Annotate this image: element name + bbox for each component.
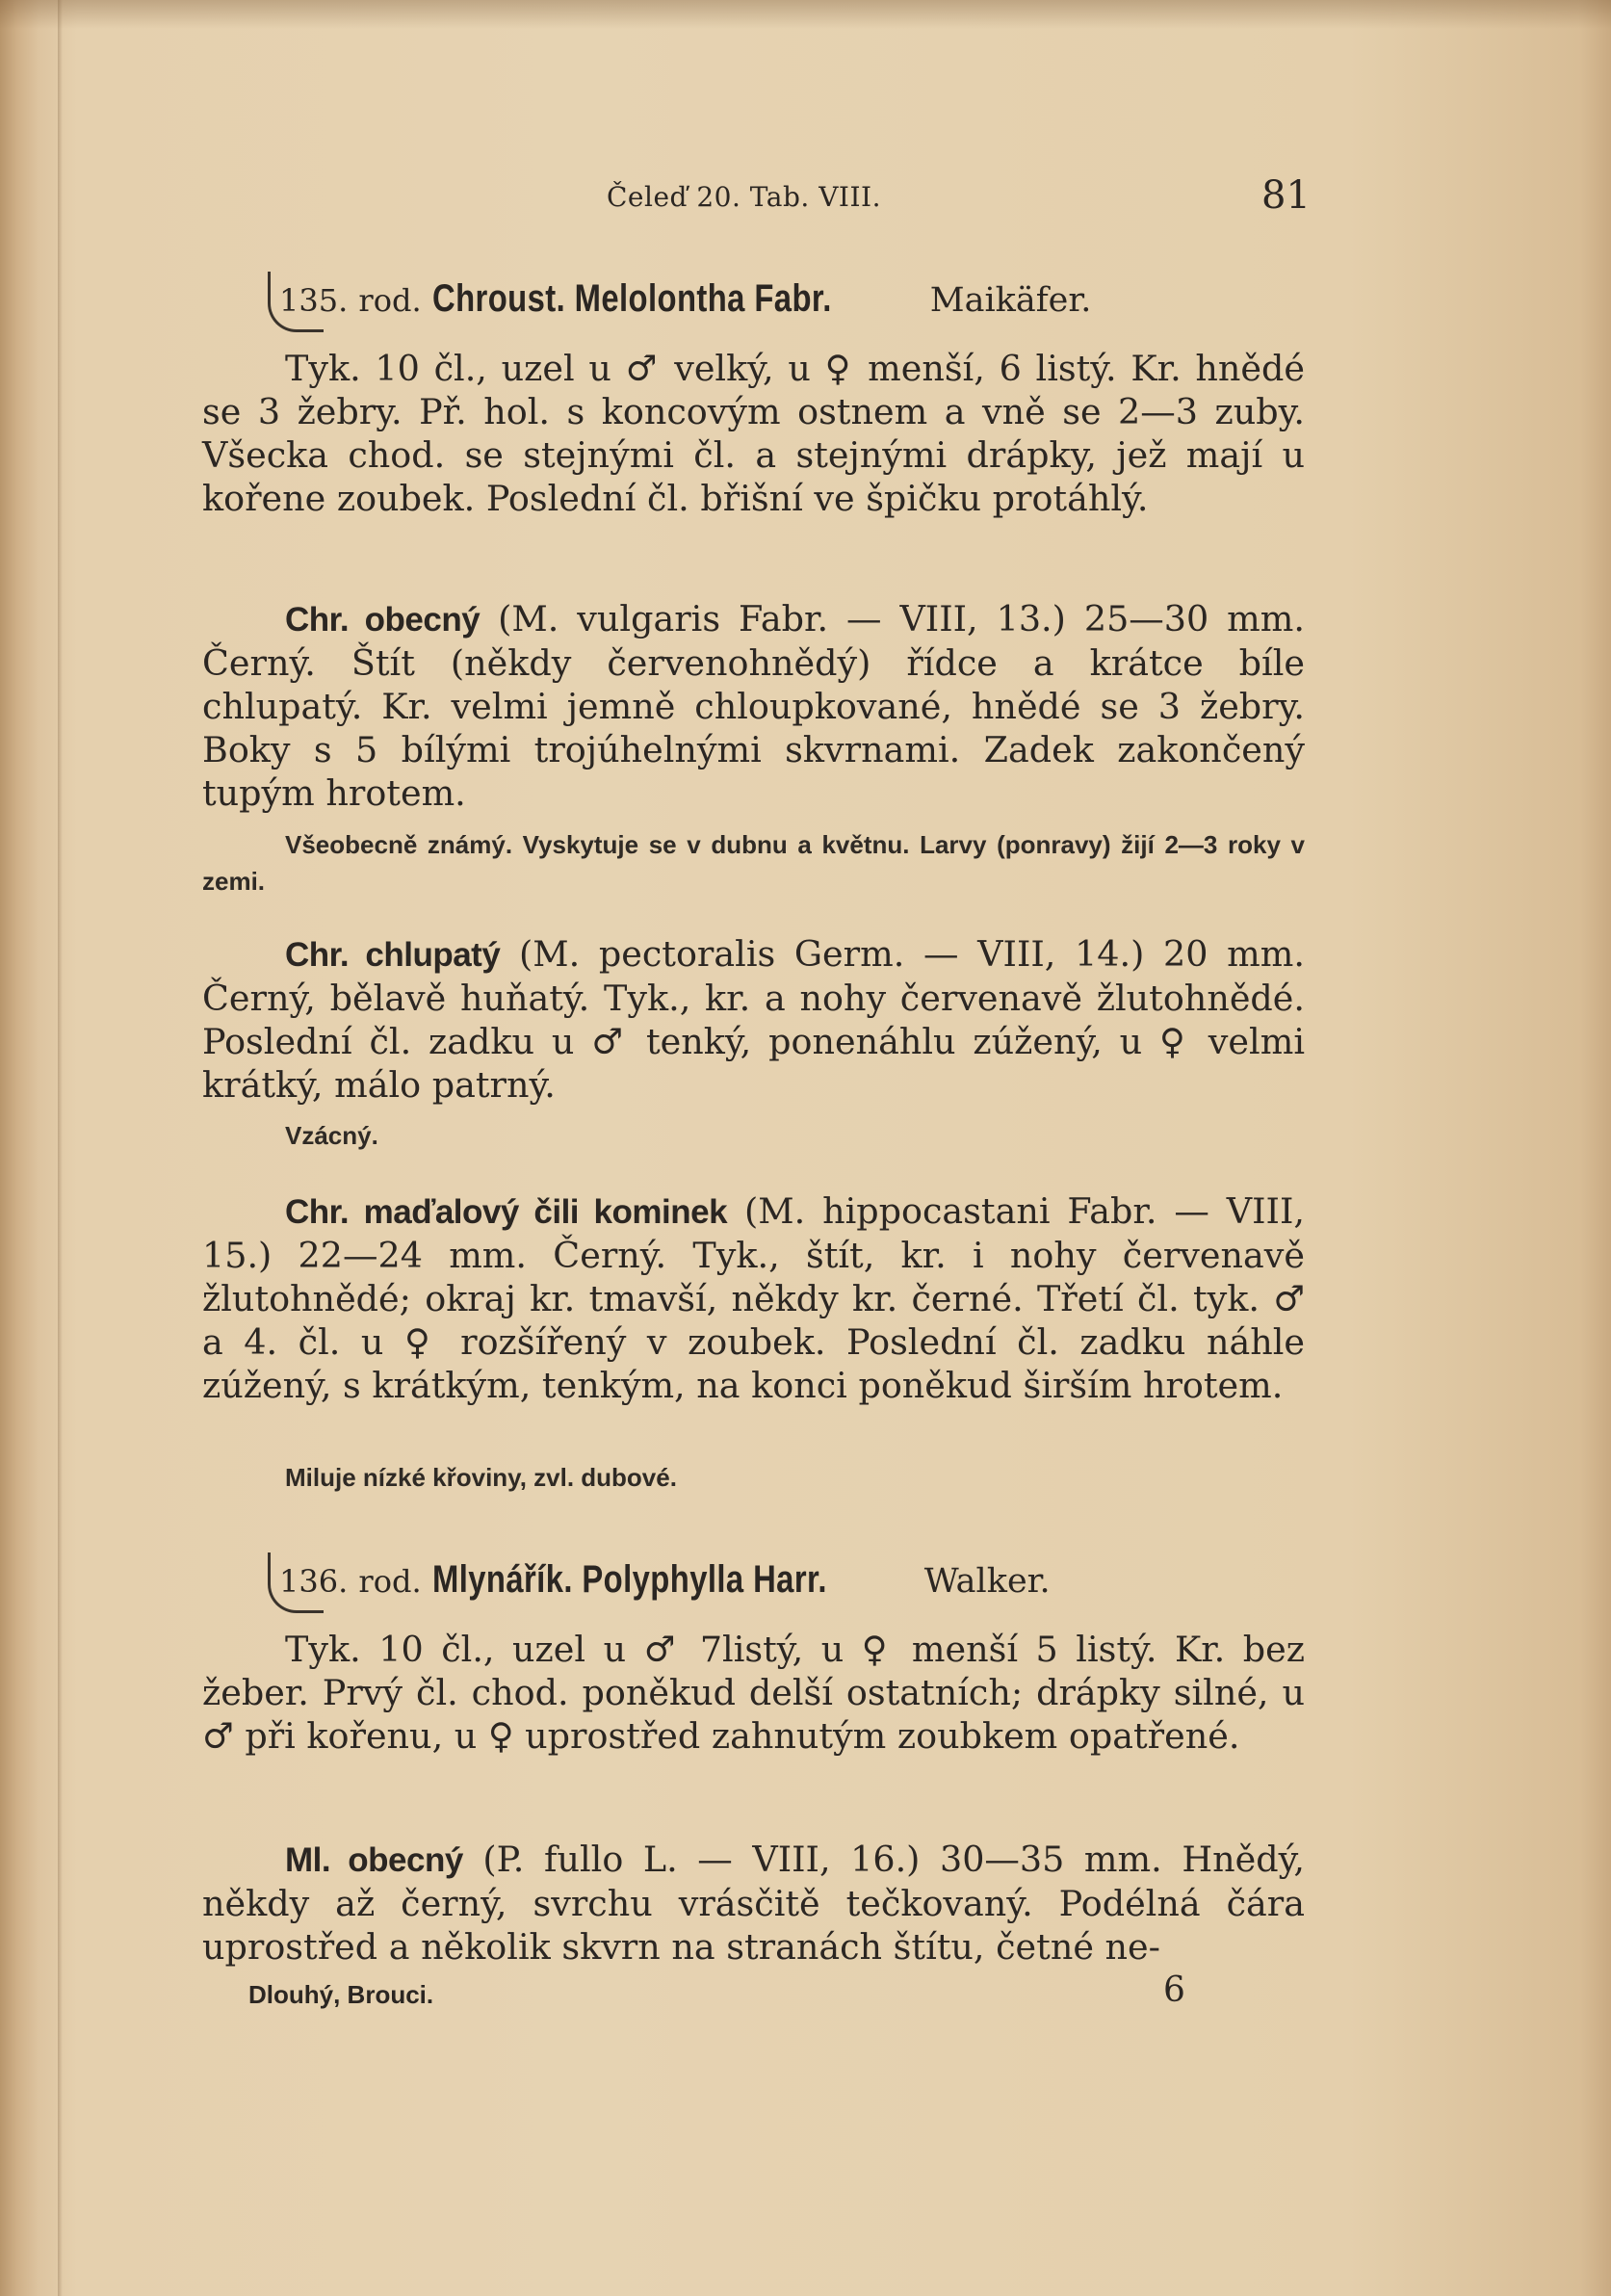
pencil-bracket-mark [268, 272, 324, 332]
genus-common-name: Maikäfer. [929, 281, 1092, 320]
species-entry-3 [202, 1189, 1305, 1407]
species-name: Chr. maďalový čili kominek [285, 1193, 728, 1231]
species-text: (P. fullo L. — VIII, 16.) 30—35 mm. Hnědý, někdy až černý, svrchu vrásčitě tečkovaný. Podélná čára uprostřed a několik skvrn na stranách štítu, četné ne- [202, 1839, 1305, 1968]
species-text: (M. pectoralis Germ. — VIII, 14.) 20 mm. Černý, bělavě huňatý. Tyk., kr. a nohy červenavě žlutohnědé. Poslední čl. zadku u ♂ tenký, ponenáhlu zúžený, u ♀ velmi krátký, málo patrný. [202, 933, 1305, 1106]
species-entry-2 [202, 932, 1305, 1107]
genus-rank: rod. [358, 282, 422, 319]
genus-number: 135. [279, 282, 349, 319]
genus-name: Mlynářík. Polyphylla Harr. [431, 1558, 827, 1601]
genus-heading-136 [279, 1558, 1051, 1602]
sheet-number: 6 [1163, 1970, 1185, 2010]
genus-135-description: Tyk. 10 čl., uzel u ♂ velký, u ♀ menší, 6 listý. Kr. hnědé se 3 žebry. Př. hol. s koncovým ostnem a vně se 2—3 zuby. Všecka chod. se stejnými čl. a stejnými drápky, jež mají u kořene zoubek. Poslední čl. břišní ve špičku protáhlý. [202, 348, 1305, 519]
page-number: 81 [1261, 173, 1311, 218]
genus-number: 136. [279, 1563, 349, 1600]
species-entry-1 [202, 597, 1305, 815]
species-entry-4 [202, 1838, 1305, 1969]
species-text: (M. vulgaris Fabr. — VIII, 13.) 25—30 mm. Černý. Štít (někdy červenohnědý) řídce a krátce bíle chlupatý. Kr. velmi jemně chloupkované, hnědé se 3 žebry. Boky s 5 bílými trojúhelnými skvrnami. Zadek zakončený tupým hrotem. [202, 598, 1306, 814]
genus-136-description: Tyk. 10 čl., uzel u ♂ 7listý, u ♀ menší 5 listý. Kr. bez žeber. Prvý čl. chod. poněkud delší ostatních; drápky silné, u ♂ při kořenu, u ♀ uprostřed zahnutým zoubkem opatřené. [202, 1629, 1305, 1757]
running-header: Čeleď 20. Tab. VIII. [607, 181, 881, 213]
pencil-bracket-mark [268, 1552, 324, 1613]
genus-name: Chroust. Melolontha Fabr. [431, 277, 832, 320]
genus-heading-135 [279, 277, 1091, 321]
species-name: Ml. obecný [285, 1841, 463, 1879]
species-1-note: Všeobecně známý. Vyskytuje se v dubnu a květnu. Larvy (ponravy) žijí 2—3 roky v zemi. [202, 830, 1305, 896]
species-name: Chr. obecný [285, 601, 481, 639]
species-2-note: Vzácný. [285, 1121, 378, 1150]
species-text: (M. hippocastani Fabr. — VIII, 15.) 22—24 mm. Černý. Tyk., štít, kr. i nohy červenavě žlutohnědé; okraj kr. tmavší, někdy kr. černé. Třetí čl. tyk. ♂ a 4. čl. u ♀ rozšířený v zoubek. Poslední čl. zadku náhle zúžený, s krátkým, tenkým, na konci poněkud širším hrotem. [202, 1190, 1305, 1406]
species-3-note: Miluje nízké křoviny, zvl. dubové. [285, 1463, 677, 1492]
genus-rank: rod. [358, 1563, 422, 1600]
signature-mark: Dlouhý, Brouci. [248, 1980, 434, 2009]
species-name: Chr. chlupatý [285, 936, 501, 974]
genus-common-name: Walker. [923, 1562, 1051, 1601]
